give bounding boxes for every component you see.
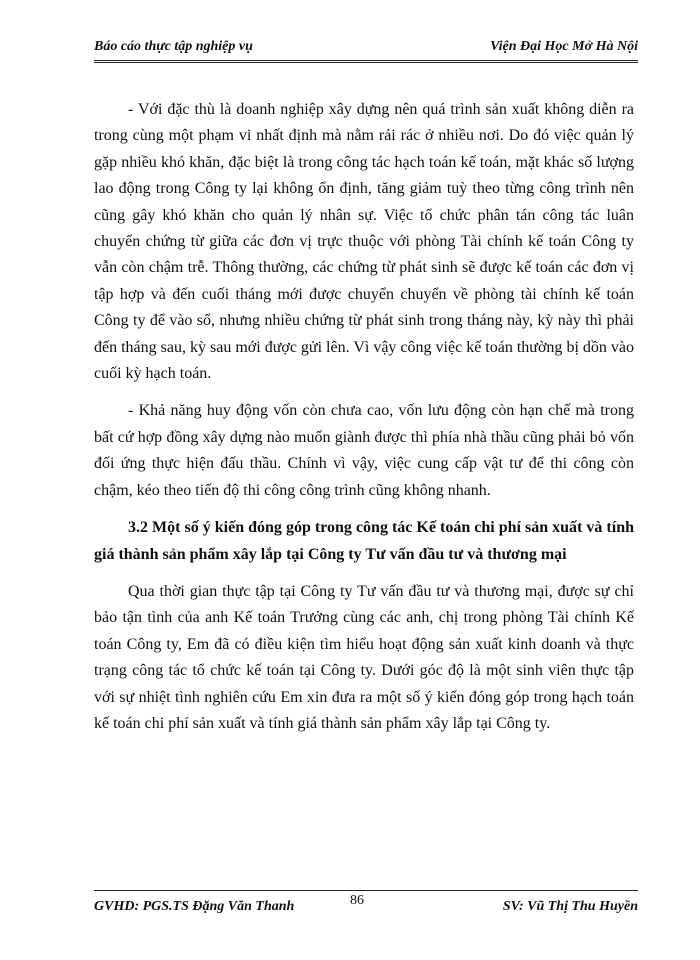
footer-student: SV: Vũ Thị Thu Huyền <box>502 899 638 914</box>
footer-supervisor: GVHD: PGS.TS Đặng Văn Thanh <box>94 899 295 914</box>
section-heading-3-2: 3.2 Một số ý kiến đóng góp trong công tác Kế toán chi phí sản xuất và tính giá thành sản phẩm xây lắp tại Công ty Tư vấn đầu tư và thương mại <box>94 519 634 563</box>
header-institution: Viện Đại Học Mở Hà Nội <box>490 39 638 54</box>
paragraph-internship-context: Qua thời gian thực tập tại Công ty Tư vấn đầu tư và thương mại, được sự chỉ bảo tận tình của anh Kế toán Trưởng cùng các anh, chị trong phòng Tài chính Kế toán Công ty, Em đã có điều kiện tìm hiểu hoạt động sản xuất kinh doanh và thực trạng công tác tổ chức kế toán tại Công ty. Dưới góc độ là một sinh viên thực tập với sự nhiệt tình nghiên cứu Em xin đưa ra một số ý kiến đóng góp trong hạch toán kế toán chi phí sản xuất và tính giá thành sản phẩm xây lắp tại Công ty. <box>94 582 634 732</box>
paragraph-capital-mobilization: - Khả năng huy động vốn còn chưa cao, vốn lưu động còn hạn chế mà trong bất cứ hợp đồng xây dựng nào muốn giành được thì phía nhà thầu cũng phải bỏ vốn đối ứng thực hiện đấu thầu. Chính vì vậy, việc cung cấp vật tư để thi công còn chậm, kéo theo tiến độ thi công công trình cũng không nhanh. <box>94 402 634 499</box>
paragraph-construction-characteristics: - Với đặc thù là doanh nghiệp xây dựng nên quá trình sản xuất không diễn ra trong cùng một phạm vi nhất định mà nằm rải rác ở nhiều nơi. Do đó việc quản lý gặp nhiều khó khăn, đặc biệt là trong công tác hạch toán kế toán, mặt khác số lượng lao động trong Công ty lại không ổn định, tăng giảm tuỳ theo từng công trình nên cũng gây khó khăn cho quản lý nhân sự. Việc tổ chức phân tán công tác luân chuyển chứng từ giữa các đơn vị trực thuộc với phòng Tài chính kế toán Công ty vẫn còn chậm trễ. Thông thường, các chứng từ phát sinh sẽ được kế toán các đơn vị tập hợp và đến cuối tháng mới được chuyển chuyển về phòng tài chính kế toán Công ty để vào sổ, nhưng nhiều chứng từ phát sinh trong tháng này, kỳ này thì phải đến tháng sau, kỳ sau mới được gửi lên. Vì vậy công việc kế toán thường bị dồn vào cuối kỳ hạch toán. <box>94 101 634 383</box>
page-body <box>94 97 634 737</box>
page-number: 86 <box>350 893 364 908</box>
header-report-title: Báo cáo thực tập nghiệp vụ <box>94 39 253 54</box>
page-header <box>94 38 638 63</box>
page-footer <box>94 890 638 915</box>
